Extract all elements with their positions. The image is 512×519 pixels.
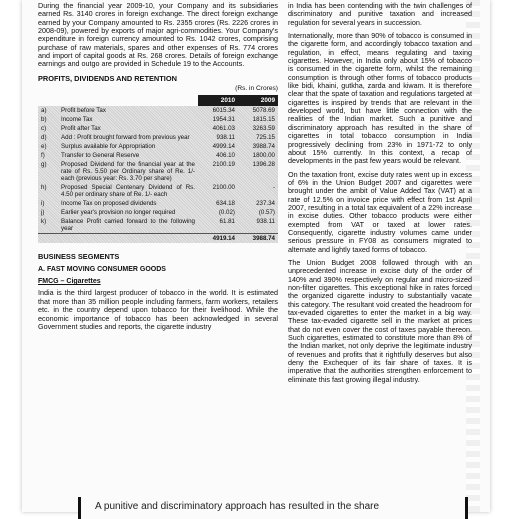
- foreign-exchange-paragraph: During the financial year 2009-10, your Company and its subsidiaries earned Rs. 3140 crores in foreign exchange. The direct foreign exchange earned by your Company amounted to Rs. 2355 crores (Rs. 2226 crores in 2008-09), powered by exports of major agri-commodities. Your Company's expenditure in foreign currency amounted to Rs. 1042 crores, comprising purchase of raw materials, spares and other expenses of Rs. 774 crores and import of capital goods at Rs. 268 crores. Details of foreign exchange earnings and outgo are provided in Schedule 19 to the Accounts.: [38, 1, 278, 69]
- value-2010: (0.02): [218, 209, 235, 217]
- international-paragraph: Internationally, more than 90% of tobacco is consumed in the cigarette form, and accordingly tobacco taxation and regulation, in effect, means regulating and taxing cigarettes. However, in India only about 15% of tobacco is consumed in the cigarette form, whilst the remaining consumption is through other forms of tobacco products like bidi, khaini, gutkha, zarda and kiwam. It is therefore clear that the spate of taxation and regulations targeted at cigarettes is inspired by trends that are relevant in the developed world, but have little connection with the realities of the Indian market. Such a punitive and discriminatory approach has resulted in the share of cigarettes in total tobacco consumption in India progressively declining from 23% in 1971-72 to only about 15% currently. In this context, a recap of developments in the past few years would be relevant.: [288, 31, 472, 166]
- value-2009: (0.57): [258, 209, 275, 217]
- value-2010: 634.18: [216, 200, 235, 208]
- table-row: [38, 208, 278, 217]
- table-row: [38, 199, 278, 208]
- value-2009: 725.15: [256, 134, 275, 142]
- value-2009: 1800.00: [252, 152, 275, 160]
- row-number: c): [41, 125, 47, 133]
- total-2009: 3988.74: [238, 234, 278, 244]
- pull-quote-banner: A punitive and discriminatory approach has resulted in the share: [78, 497, 468, 519]
- row-label: Proposed Dividend for the financial year at the rate of Rs. 5.50 per Ordinary share of Re. 1/- each (previous year: Rs. 3.70 per share): [61, 161, 195, 183]
- right-column: [288, 2, 472, 389]
- fmcg-heading: A. FAST MOVING CONSUMER GOODS: [38, 265, 166, 273]
- row-number: h): [41, 184, 47, 192]
- row-label: Surplus available for Appropriation: [61, 143, 156, 151]
- value-2009: 1815.15: [252, 116, 275, 124]
- year-2010-header: 2010: [198, 95, 238, 106]
- value-2010: 61.81: [219, 218, 235, 226]
- union-budget-paragraph: The Union Budget 2008 followed through with an unprecedented increase in excise duty of the order of 140% and 390% respectively on regular and micro-sized non-filter cigarettes. This exceptional hike in rates forced the organized cigarette industry to substantially vacate this category. The resultant void created the headroom for tax-evaded cigarettes to enter the market in a big way. These tax-evaded cigarette sell in the market at prices that do not even cover the cost of taxes payable thereon. Such cigarettes, estimated to constitute more than 8% of the Indian market, not only deprive the legitimate industry of revenues and profits that it rightfully deserves but also deny the Exchequer of its fair share of taxes. It is imperative that the authorities strengthen enforcement to eliminate this fast growing illegal industry.: [288, 257, 472, 384]
- table-row: [38, 183, 278, 199]
- row-label: Profit before Tax: [61, 107, 106, 115]
- row-label: Income Tax on proposed dividends: [61, 200, 157, 208]
- row-number: b): [41, 116, 47, 124]
- row-label: Earlier year's provision no longer required: [61, 209, 176, 217]
- value-2010: 4999.14: [212, 143, 235, 151]
- row-label: Add : Profit brought forward from previous year: [61, 134, 190, 142]
- row-label: Income Tax: [61, 116, 93, 124]
- tobacco-paragraph: India is the third largest producer of tobacco in the world. It is estimated that more than 35 million people including farmers, farm workers, retailers etc. in the country depend upon tobacco for their livelihood. While the economic importance of tobacco has been acknowledged in several Government studies and reports, the cigarette industry: [38, 288, 278, 331]
- row-number: j): [41, 209, 45, 217]
- value-2010: 1954.31: [212, 116, 235, 124]
- row-label: Profit after Tax: [61, 125, 101, 133]
- row-number: f): [41, 152, 45, 160]
- table-row: [38, 160, 278, 183]
- table-row: [38, 106, 278, 115]
- value-2009: 237.34: [256, 200, 275, 208]
- profits-table: [38, 95, 278, 243]
- value-2010: 2100.19: [212, 161, 235, 169]
- value-2010: 938.11: [216, 134, 235, 142]
- table-row: [38, 142, 278, 151]
- row-number: k): [41, 218, 47, 226]
- twin-challenges-paragraph: in India has been contending with the twin challenges of discriminatory and punitive taxation and increased regulation for several years in succession.: [288, 1, 472, 27]
- value-2009: 1396.28: [252, 161, 275, 169]
- business-segments-heading: BUSINESS SEGMENTS: [38, 252, 120, 262]
- row-label: Balance Profit carried forward to the following year: [61, 218, 195, 233]
- row-number: g): [41, 161, 47, 169]
- value-2010: 4061.03: [212, 125, 235, 133]
- value-2010: 6015.34: [212, 107, 235, 115]
- row-number: e): [41, 143, 47, 151]
- table-row: [38, 151, 278, 160]
- total-2010: 4919.14: [198, 234, 238, 244]
- value-2009: -: [272, 184, 275, 192]
- taxation-paragraph: On the taxation front, excise duty rates went up in excess of 6% in the Union Budget 2007 and cigarettes were brought under the ambit of Value Added Tax (VAT) at a rate of 12.5% on invoice price with effect from 1st April 2007, resulting in a total tax equivalent of a 22% increase in excise duties. Other tobacco products were either exempted from VAT or taxed at lower rates. Consequently, cigarette industry volumes came under serious pressure in FY08 as consumers migrated to alternate and lightly taxed forms of tobacco.: [288, 169, 472, 254]
- value-2010: 2100.00: [212, 184, 235, 192]
- cigarettes-heading: FMCG – Cigarettes: [38, 278, 101, 286]
- value-2009: 3263.59: [252, 125, 275, 133]
- table-row: [38, 124, 278, 133]
- row-number: i): [41, 200, 45, 208]
- table-total-row: [38, 234, 278, 244]
- table-row: [38, 217, 278, 234]
- table-row: [38, 115, 278, 124]
- row-label: Proposed Special Centenary Dividend of Rs. 4.50 per ordinary share of Re. 1/- each: [61, 184, 195, 199]
- left-column: [38, 2, 278, 336]
- row-number: a): [41, 107, 47, 115]
- row-label: Transfer to General Reserve: [61, 152, 140, 160]
- table-row: [38, 133, 278, 142]
- year-2009-header: 2009: [238, 95, 278, 106]
- unit-label: (Rs. in Crores): [235, 85, 278, 93]
- value-2009: 938.11: [256, 218, 275, 226]
- value-2010: 406.10: [216, 152, 235, 160]
- table-header-row: [38, 95, 278, 106]
- value-2009: 5078.69: [252, 107, 275, 115]
- profits-heading: PROFITS, DIVIDENDS AND RETENTION: [38, 73, 177, 83]
- value-2009: 3988.74: [252, 143, 275, 151]
- row-number: d): [41, 134, 47, 142]
